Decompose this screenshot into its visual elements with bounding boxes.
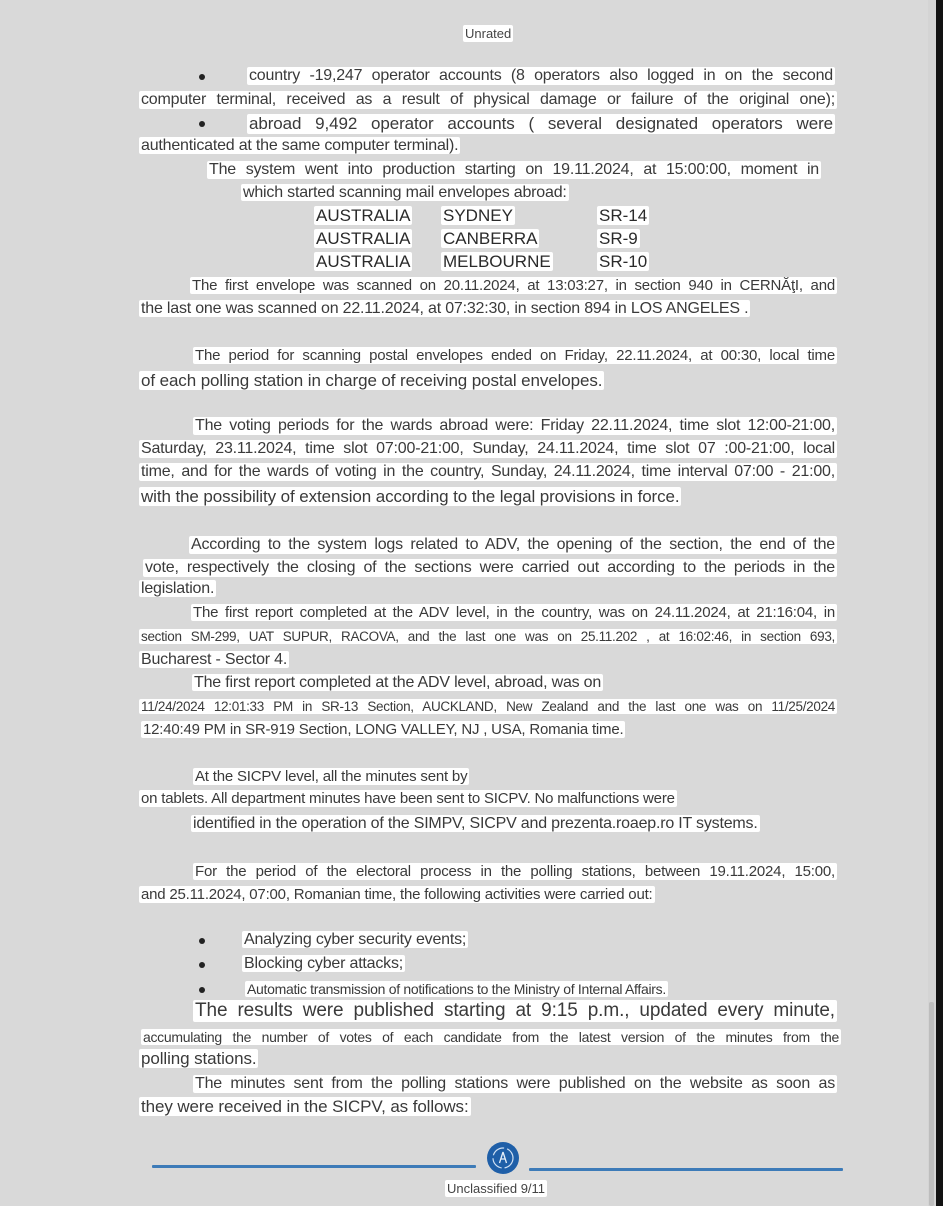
voting-periods-line2: Saturday, 23.11.2024, time slot 07:00-21:00, Sunday, 24.11.2024, time slot 07 :00-21:00, local [141, 440, 835, 457]
bullet-icon [199, 938, 205, 944]
minutes-published-line1: The minutes sent from the polling stations were published on the website as soon as [195, 1075, 835, 1092]
table-cell-city: MELBOURNE [443, 252, 551, 271]
production-line1: The system went into production starting on 19.11.2024, at 15:00:00, moment in [209, 161, 819, 178]
report-country-line3: Bucharest - Sector 4. [141, 651, 288, 668]
scanning-period-line1: The period for scanning postal envelopes ended on Friday, 22.11.2024, at 00:30, local time [195, 347, 835, 364]
bullet-icon [199, 987, 205, 993]
operator-country-line2: computer terminal, received as a result of physical damage or failure of the original one); [141, 91, 835, 108]
footer-rule-left [152, 1165, 476, 1168]
sicpv-line2: on tablets. All department minutes have been sent to SICPV. No malfunctions were [141, 790, 675, 807]
operator-abroad-line2: authenticated at the same computer terminal). [141, 137, 459, 154]
results-line2: accumulating the number of votes of each candidate from the latest version of the minutes from the [143, 1029, 839, 1045]
report-country-line2: section SM-299, UAT SUPUR, RACOVA, and the last one was on 25.11.202 , at 16:02:46, in section 693, [141, 629, 835, 644]
first-envelope-line1: The first envelope was scanned on 20.11.2024, at 13:03:27, in section 940 in CERNĂţI, and [192, 277, 835, 294]
table-cell-section: SR-14 [599, 206, 648, 225]
table-cell-city: SYDNEY [443, 206, 513, 225]
footer-rule-right [529, 1168, 843, 1171]
report-country-line1: The first report completed at the ADV level, in the country, was on 24.11.2024, at 21:16:04, in [193, 604, 835, 621]
footer-classification: Unclassified 9/11 [447, 1181, 546, 1196]
results-line1: The results were published starting at 9:15 p.m., updated every minute, [195, 1000, 835, 1021]
first-envelope-line2: the last one was scanned on 22.11.2024, at 07:32:30, in section 894 in LOS ANGELES . [141, 300, 749, 317]
scrollbar-thumb[interactable] [929, 1002, 934, 1206]
table-cell-country: AUSTRALIA [316, 206, 411, 225]
system-logs-line1: According to the system logs related to ADV, the opening of the section, the end of the [191, 536, 835, 553]
sicpv-line1: At the SICPV level, all the minutes sent by [195, 768, 468, 785]
operator-abroad-line1: abroad 9,492 operator accounts ( several designated operators were [249, 114, 833, 133]
activity-label: Analyzing cyber security events; [244, 931, 467, 948]
electoral-period-line2: and 25.11.2024, 07:00, Romanian time, the following activities were carried out: [141, 886, 653, 903]
scanning-period-line2: of each polling station in charge of receiving postal envelopes. [141, 371, 603, 390]
emblem-icon [487, 1142, 519, 1174]
operator-country-line1: country -19,247 operator accounts (8 operators also logged in on the second [249, 67, 833, 84]
electoral-period-line1: For the period of the electoral process in the polling stations, between 19.11.2024, 15:00, [195, 863, 835, 880]
system-logs-line2: vote, respectively the closing of the sections were carried out according to the periods in the [145, 559, 835, 576]
activity-label: Blocking cyber attacks; [244, 955, 404, 972]
table-cell-section: SR-10 [599, 252, 648, 271]
bullet-icon [199, 962, 205, 968]
activity-label: Automatic transmission of notifications to the Ministry of Internal Affairs. [247, 981, 666, 997]
voting-periods-line1: The voting periods for the wards abroad were: Friday 22.11.2024, time slot 12:00-21:00, [195, 417, 835, 434]
report-abroad-line1: The first report completed at the ADV level, abroad, was on [194, 674, 602, 691]
voting-periods-line4: with the possibility of extension according to the legal provisions in force. [141, 487, 680, 506]
table-cell-section: SR-9 [599, 229, 638, 248]
table-cell-country: AUSTRALIA [316, 252, 411, 271]
report-abroad-line2: 11/24/2024 12:01:33 PM in SR-13 Section, AUCKLAND, New Zealand and the last one was on 11/25/2024 [141, 699, 835, 714]
table-cell-country: AUSTRALIA [316, 229, 411, 248]
bullet-icon [199, 121, 205, 127]
sicpv-line3: identified in the operation of the SIMPV, SICPV and prezenta.roaep.ro IT systems. [193, 815, 758, 832]
report-abroad-line3: 12:40:49 PM in SR-919 Section, LONG VALLEY, NJ , USA, Romania time. [143, 721, 624, 738]
minutes-published-line2: they were received in the SICPV, as follows: [141, 1097, 469, 1116]
header-classification: Unrated [465, 26, 512, 41]
production-line2: which started scanning mail envelopes abroad: [243, 184, 567, 201]
results-line3: polling stations. [141, 1049, 257, 1068]
system-logs-line3: legislation. [141, 580, 215, 597]
voting-periods-line3: time, and for the wards of voting in the country, Sunday, 24.11.2024, time interval 07:00 - 21:00, [141, 463, 835, 480]
bullet-icon [199, 74, 205, 80]
table-cell-city: CANBERRA [443, 229, 538, 248]
